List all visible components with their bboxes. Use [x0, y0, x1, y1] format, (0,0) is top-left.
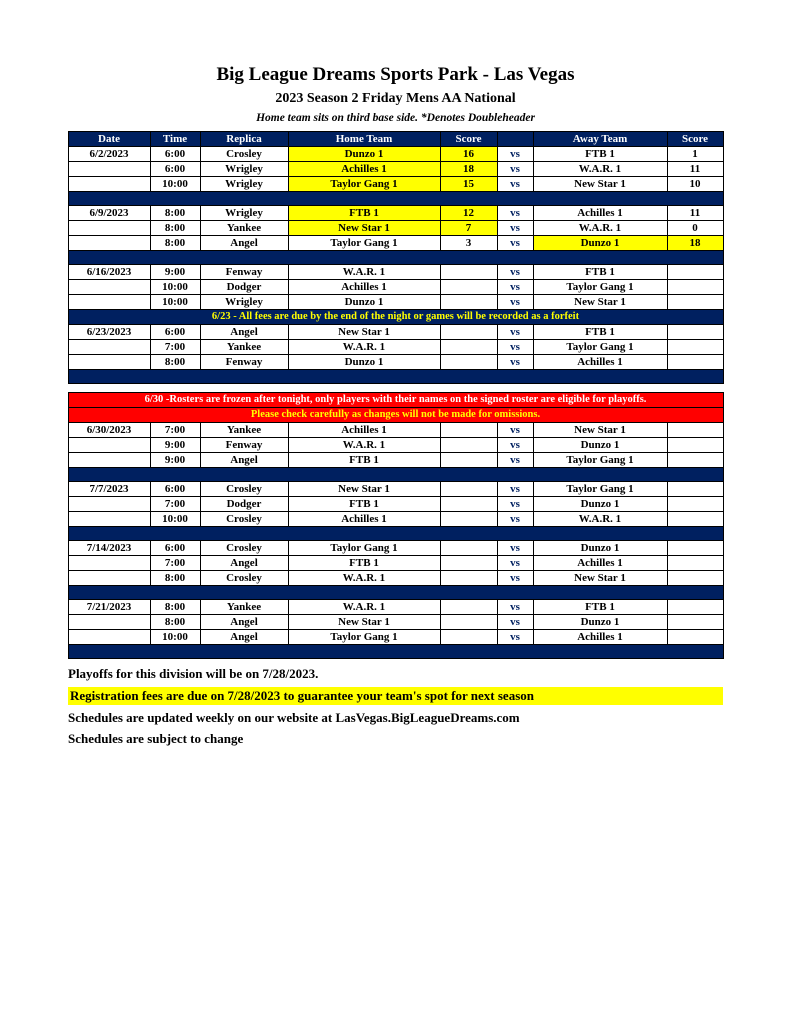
time-cell: 9:00 [150, 453, 200, 468]
replica-cell: Yankee [200, 340, 288, 355]
time-cell: 6:00 [150, 162, 200, 177]
away-cell: Achilles 1 [533, 355, 667, 370]
game-row [68, 630, 723, 645]
home-cell: Dunzo 1 [288, 295, 440, 310]
vs-label: vs [497, 265, 533, 280]
column-header: Away Team [533, 132, 667, 147]
game-row [68, 221, 723, 236]
date-cell [68, 438, 150, 453]
home-cell: W.A.R. 1 [288, 265, 440, 280]
home-cell: Taylor Gang 1 [288, 630, 440, 645]
home-cell: FTB 1 [288, 206, 440, 221]
vs-label: vs [497, 147, 533, 162]
home-cell: New Star 1 [288, 615, 440, 630]
home-score-cell [440, 325, 497, 340]
away-cell: Taylor Gang 1 [533, 453, 667, 468]
vs-label: vs [497, 482, 533, 497]
home-score-cell [440, 512, 497, 527]
date-cell: 6/16/2023 [68, 265, 150, 280]
home-cell: FTB 1 [288, 453, 440, 468]
game-row [68, 236, 723, 251]
away-cell: Achilles 1 [533, 630, 667, 645]
away-score-cell [667, 482, 723, 497]
date-cell [68, 221, 150, 236]
home-score-cell [440, 556, 497, 571]
time-cell: 7:00 [150, 497, 200, 512]
vs-label: vs [497, 453, 533, 468]
home-score-cell [440, 340, 497, 355]
time-cell: 7:00 [150, 423, 200, 438]
date-cell: 7/14/2023 [68, 541, 150, 556]
fees-notice-text: 6/23 - All fees are due by the end of the night or games will be recorded as a forfeit [68, 310, 723, 325]
date-cell [68, 177, 150, 192]
time-cell: 6:00 [150, 541, 200, 556]
separator-row [68, 468, 723, 482]
date-cell [68, 571, 150, 586]
replica-cell: Fenway [200, 438, 288, 453]
home-cell: W.A.R. 1 [288, 340, 440, 355]
column-header: Replica [200, 132, 288, 147]
time-cell: 8:00 [150, 221, 200, 236]
away-score-cell [667, 556, 723, 571]
away-cell: New Star 1 [533, 295, 667, 310]
home-score-cell [440, 615, 497, 630]
home-score-cell [440, 482, 497, 497]
date-cell [68, 295, 150, 310]
replica-cell: Crosley [200, 512, 288, 527]
date-cell [68, 497, 150, 512]
replica-cell: Crosley [200, 541, 288, 556]
home-cell: Dunzo 1 [288, 147, 440, 162]
replica-cell: Angel [200, 630, 288, 645]
away-score-cell [667, 571, 723, 586]
home-cell: Taylor Gang 1 [288, 541, 440, 556]
replica-cell: Crosley [200, 482, 288, 497]
away-score-cell [667, 615, 723, 630]
date-cell: 7/21/2023 [68, 600, 150, 615]
date-cell [68, 556, 150, 571]
away-cell: FTB 1 [533, 265, 667, 280]
home-cell: FTB 1 [288, 556, 440, 571]
home-cell: Taylor Gang 1 [288, 236, 440, 251]
home-cell: W.A.R. 1 [288, 600, 440, 615]
vs-label: vs [497, 512, 533, 527]
vs-label: vs [497, 497, 533, 512]
home-cell: Achilles 1 [288, 423, 440, 438]
away-cell: W.A.R. 1 [533, 512, 667, 527]
home-score-cell [440, 355, 497, 370]
replica-cell: Fenway [200, 265, 288, 280]
column-header: Home Team [288, 132, 440, 147]
game-row [68, 162, 723, 177]
vs-label: vs [497, 280, 533, 295]
table-header-row [68, 132, 723, 147]
away-score-cell [667, 600, 723, 615]
home-score-cell: 3 [440, 236, 497, 251]
vs-label: vs [497, 340, 533, 355]
home-score-cell [440, 423, 497, 438]
roster-notice-text: 6/30 -Rosters are frozen after tonight, only players with their names on the signed roster are eligible for playoffs. [68, 393, 723, 408]
date-cell [68, 453, 150, 468]
game-row [68, 295, 723, 310]
away-cell: Dunzo 1 [533, 615, 667, 630]
away-score-cell [667, 541, 723, 556]
replica-cell: Angel [200, 325, 288, 340]
away-score-cell [667, 497, 723, 512]
home-score-cell: 12 [440, 206, 497, 221]
date-cell [68, 630, 150, 645]
home-cell: New Star 1 [288, 221, 440, 236]
vs-label: vs [497, 541, 533, 556]
home-score-cell [440, 571, 497, 586]
replica-cell: Yankee [200, 423, 288, 438]
time-cell: 9:00 [150, 438, 200, 453]
time-cell: 8:00 [150, 571, 200, 586]
vs-label: vs [497, 162, 533, 177]
game-row [68, 325, 723, 340]
replica-cell: Wrigley [200, 177, 288, 192]
game-row [68, 482, 723, 497]
vs-label: vs [497, 630, 533, 645]
replica-cell: Angel [200, 236, 288, 251]
away-cell: Dunzo 1 [533, 541, 667, 556]
time-cell: 10:00 [150, 512, 200, 527]
home-cell: Achilles 1 [288, 512, 440, 527]
time-cell: 7:00 [150, 556, 200, 571]
away-cell: Dunzo 1 [533, 497, 667, 512]
vs-label: vs [497, 615, 533, 630]
vs-label: vs [497, 556, 533, 571]
replica-cell: Crosley [200, 147, 288, 162]
page-subtitle: 2023 Season 2 Friday Mens AA National [275, 91, 516, 106]
away-cell: Taylor Gang 1 [533, 340, 667, 355]
home-score-cell [440, 453, 497, 468]
game-row [68, 512, 723, 527]
home-score-cell [440, 295, 497, 310]
column-header: Score [667, 132, 723, 147]
date-cell [68, 512, 150, 527]
away-score-cell: 18 [667, 236, 723, 251]
home-score-cell [440, 280, 497, 295]
vs-label: vs [497, 438, 533, 453]
vs-label: vs [497, 325, 533, 340]
vs-label: vs [497, 236, 533, 251]
page-title: Big League Dreams Sports Park - Las Vegas [216, 64, 575, 85]
game-row [68, 206, 723, 221]
time-cell: 6:00 [150, 147, 200, 162]
separator-bar [68, 370, 723, 384]
vs-label: vs [497, 423, 533, 438]
date-cell [68, 280, 150, 295]
vs-label: vs [497, 571, 533, 586]
separator-row [68, 586, 723, 600]
replica-cell: Angel [200, 615, 288, 630]
schedule-table [68, 131, 724, 659]
home-cell: Taylor Gang 1 [288, 177, 440, 192]
separator-row [68, 192, 723, 206]
game-row [68, 280, 723, 295]
time-cell: 8:00 [150, 355, 200, 370]
separator-bar [68, 586, 723, 600]
home-cell: New Star 1 [288, 482, 440, 497]
away-score-cell: 10 [667, 177, 723, 192]
separator-row [68, 251, 723, 265]
replica-cell: Wrigley [200, 295, 288, 310]
away-score-cell: 1 [667, 147, 723, 162]
away-score-cell [667, 512, 723, 527]
date-cell: 6/30/2023 [68, 423, 150, 438]
time-cell: 10:00 [150, 177, 200, 192]
vs-label: vs [497, 206, 533, 221]
game-row [68, 355, 723, 370]
playoffs-note: Playoffs for this division will be on 7/28/2023. [68, 666, 319, 681]
away-score-cell [667, 340, 723, 355]
away-score-cell [667, 295, 723, 310]
separator-bar [68, 527, 723, 541]
home-score-cell [440, 497, 497, 512]
away-score-cell [667, 438, 723, 453]
time-cell: 6:00 [150, 325, 200, 340]
away-score-cell [667, 355, 723, 370]
replica-cell: Angel [200, 556, 288, 571]
time-cell: 8:00 [150, 206, 200, 221]
replica-cell: Dodger [200, 497, 288, 512]
away-cell: Taylor Gang 1 [533, 280, 667, 295]
home-cell: New Star 1 [288, 325, 440, 340]
separator-row [68, 645, 723, 659]
subject-to-change-note: Schedules are subject to change [68, 731, 244, 746]
separator-bar [68, 251, 723, 265]
home-cell: Achilles 1 [288, 280, 440, 295]
home-cell: W.A.R. 1 [288, 571, 440, 586]
time-cell: 9:00 [150, 265, 200, 280]
replica-cell: Wrigley [200, 162, 288, 177]
home-score-cell: 18 [440, 162, 497, 177]
home-score-cell: 16 [440, 147, 497, 162]
replica-cell: Angel [200, 453, 288, 468]
away-cell: FTB 1 [533, 325, 667, 340]
home-team-note: Home team sits on third base side. *Denotes Doubleheader [256, 112, 535, 124]
time-cell: 10:00 [150, 280, 200, 295]
replica-cell: Wrigley [200, 206, 288, 221]
date-cell [68, 340, 150, 355]
date-cell: 6/2/2023 [68, 147, 150, 162]
home-cell: Dunzo 1 [288, 355, 440, 370]
away-score-cell [667, 280, 723, 295]
date-cell [68, 162, 150, 177]
game-row [68, 615, 723, 630]
away-cell: New Star 1 [533, 423, 667, 438]
game-row [68, 177, 723, 192]
home-cell: Achilles 1 [288, 162, 440, 177]
home-cell: W.A.R. 1 [288, 438, 440, 453]
date-cell [68, 615, 150, 630]
away-score-cell [667, 630, 723, 645]
game-row [68, 600, 723, 615]
time-cell: 8:00 [150, 236, 200, 251]
game-row [68, 571, 723, 586]
time-cell: 10:00 [150, 630, 200, 645]
time-cell: 8:00 [150, 600, 200, 615]
date-cell: 7/7/2023 [68, 482, 150, 497]
game-row [68, 340, 723, 355]
home-score-cell [440, 630, 497, 645]
home-score-cell [440, 600, 497, 615]
separator-row [68, 370, 723, 384]
date-cell [68, 236, 150, 251]
separator-bar [68, 468, 723, 482]
vs-label: vs [497, 177, 533, 192]
away-score-cell [667, 453, 723, 468]
home-score-cell [440, 265, 497, 280]
separator-row [68, 527, 723, 541]
footer-notes [68, 666, 723, 747]
vs-label: vs [497, 600, 533, 615]
time-cell: 8:00 [150, 615, 200, 630]
away-cell: Dunzo 1 [533, 236, 667, 251]
replica-cell: Fenway [200, 355, 288, 370]
away-score-cell [667, 265, 723, 280]
away-cell: FTB 1 [533, 147, 667, 162]
column-header: Date [68, 132, 150, 147]
separator-bar [68, 645, 723, 659]
schedule-body [68, 147, 723, 659]
replica-cell: Dodger [200, 280, 288, 295]
time-cell: 6:00 [150, 482, 200, 497]
away-score-cell: 11 [667, 162, 723, 177]
roster-notice-text: Please check carefully as changes will not be made for omissions. [68, 408, 723, 423]
away-score-cell [667, 423, 723, 438]
vs-label: vs [497, 355, 533, 370]
away-cell: Achilles 1 [533, 206, 667, 221]
date-cell: 6/23/2023 [68, 325, 150, 340]
roster-notice-row [68, 408, 723, 423]
vs-label: vs [497, 295, 533, 310]
column-header: Time [150, 132, 200, 147]
roster-notice-row [68, 393, 723, 408]
replica-cell: Yankee [200, 221, 288, 236]
away-cell: New Star 1 [533, 571, 667, 586]
separator-bar [68, 192, 723, 206]
game-row [68, 541, 723, 556]
replica-cell: Crosley [200, 571, 288, 586]
vs-label: vs [497, 221, 533, 236]
spacer [68, 384, 723, 393]
game-row [68, 423, 723, 438]
date-cell [68, 355, 150, 370]
home-score-cell [440, 438, 497, 453]
away-cell: Dunzo 1 [533, 438, 667, 453]
game-row [68, 497, 723, 512]
away-cell: FTB 1 [533, 600, 667, 615]
away-score-cell: 0 [667, 221, 723, 236]
column-header: Score [440, 132, 497, 147]
website-note: Schedules are updated weekly on our website at LasVegas.BigLeagueDreams.com [68, 710, 520, 725]
game-row [68, 453, 723, 468]
away-score-cell: 11 [667, 206, 723, 221]
column-header [497, 132, 533, 147]
away-cell: W.A.R. 1 [533, 221, 667, 236]
date-cell: 6/9/2023 [68, 206, 150, 221]
game-row [68, 265, 723, 280]
replica-cell: Yankee [200, 600, 288, 615]
home-cell: FTB 1 [288, 497, 440, 512]
away-cell: Taylor Gang 1 [533, 482, 667, 497]
home-score-cell: 7 [440, 221, 497, 236]
registration-note: Registration fees are due on 7/28/2023 to guarantee your team's spot for next season [68, 687, 723, 705]
away-cell: Achilles 1 [533, 556, 667, 571]
time-cell: 10:00 [150, 295, 200, 310]
game-row [68, 556, 723, 571]
away-cell: W.A.R. 1 [533, 162, 667, 177]
game-row [68, 147, 723, 162]
home-score-cell: 15 [440, 177, 497, 192]
time-cell: 7:00 [150, 340, 200, 355]
game-row [68, 438, 723, 453]
spacer-row [68, 384, 723, 393]
away-cell: New Star 1 [533, 177, 667, 192]
home-score-cell [440, 541, 497, 556]
fees-notice-row [68, 310, 723, 325]
away-score-cell [667, 325, 723, 340]
